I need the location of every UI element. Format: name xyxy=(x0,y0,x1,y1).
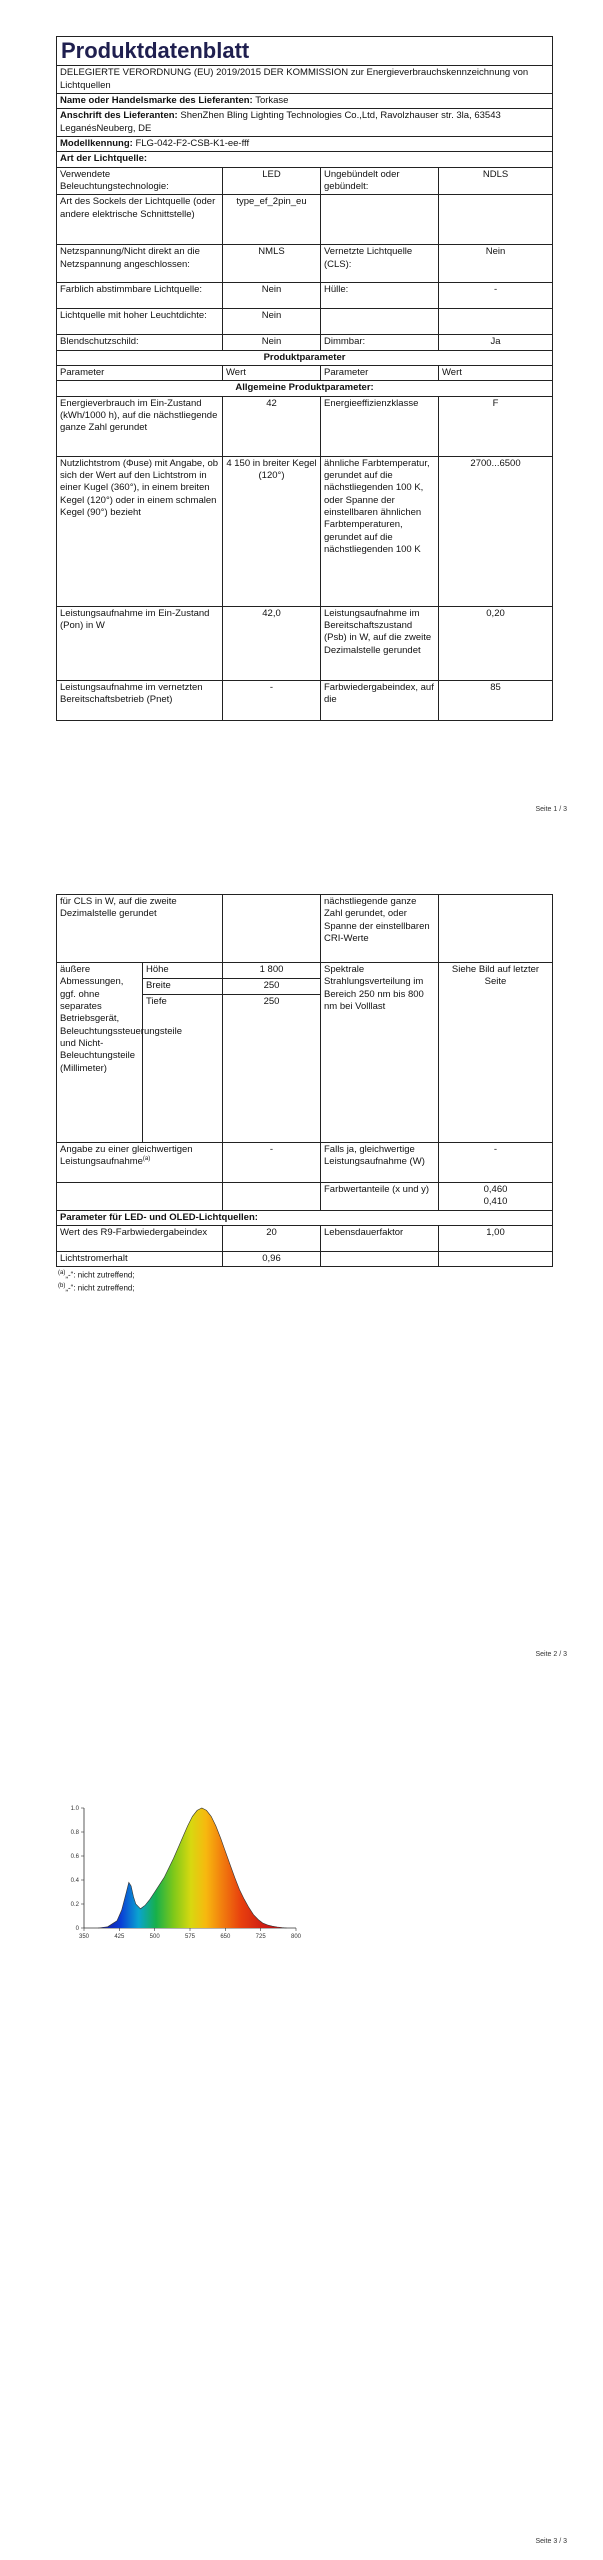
table-row xyxy=(57,1252,553,1267)
row-value: Nein xyxy=(223,309,321,335)
table-row xyxy=(57,680,553,720)
row-label: Vernetzte Lichtquelle (CLS): xyxy=(321,245,439,283)
model-id: FLG-042-F2-CSB-K1-ee-fff xyxy=(135,137,250,149)
x-tick-label: 425 xyxy=(114,1934,125,1940)
row-label: Leistungsaufnahme im vernetzten Bereitschaftsbetrieb (Pnet) xyxy=(57,680,223,720)
page-number: Seite 1 / 3 xyxy=(535,806,567,813)
row-value: - xyxy=(439,283,553,309)
supplier-address: ShenZhen Bling Lighting Technologies Co.,Ltd, Ravolzhauser str. 3la, 63543 LeganésNeuberg, DE xyxy=(60,110,501,134)
row-label: Farblich abstimmbare Lichtquelle: xyxy=(57,283,223,309)
table-row xyxy=(57,1143,553,1183)
dim-name: Breite xyxy=(143,979,223,995)
row-value: Siehe Bild auf letzter Seite xyxy=(439,963,553,1143)
row-label: Farbwertanteile (x und y) xyxy=(321,1183,439,1211)
model-row xyxy=(57,136,553,151)
chart-marks xyxy=(98,1808,287,1928)
equiv-label: Angabe zu einer gleichwertigen Leistungsaufnahme xyxy=(60,1144,193,1168)
col-param-header: Parameter xyxy=(321,365,439,380)
dim-name: Höhe xyxy=(143,963,223,979)
row-value: 2700...6500 xyxy=(439,456,553,606)
dim-value: 1 800 xyxy=(223,963,321,979)
model-label: Modellkennung: xyxy=(60,137,133,149)
supplier-name-row xyxy=(57,93,553,108)
table-row xyxy=(57,963,553,979)
x-tick-label: 575 xyxy=(184,1934,196,1940)
row-label: ähnliche Farbtemperatur, gerundet auf die nächstliegenden 100 K, oder Spanne der einstellbaren ähnlichen Farbtemperaturen, gerundet auf die nächstliegenden 100 K xyxy=(321,456,439,606)
supplier-address-row xyxy=(57,109,553,137)
regulation-text: DELEGIERTE VERORDNUNG (EU) 2019/2015 DER KOMMISSION zur Energieverbrauchskennzeichnung von Lichtquellen xyxy=(57,66,553,94)
x-tick-label: 350 xyxy=(78,1934,90,1940)
row-label: Nutzlichtstrom (Φuse) mit Angabe, ob sich der Wert auf den Lichtstrom in einer Kugel (360°), in einem breiten Kegel (120°) oder in einem schmalen Kegel (90°) bezieht xyxy=(57,456,223,606)
row-label: Falls ja, gleichwertige Leistungsaufnahme (W) xyxy=(321,1143,439,1183)
footnotes xyxy=(58,1269,603,1294)
table-row xyxy=(57,335,553,350)
spectrum-area xyxy=(98,1808,287,1928)
table-row xyxy=(57,195,553,245)
row-value: 85 xyxy=(439,680,553,720)
supplier-name-label: Name oder Handelsmarke des Lieferanten: xyxy=(60,94,253,106)
table-row xyxy=(57,606,553,680)
y-tick-label: 0.4 xyxy=(70,1878,79,1884)
y-tick-label: 0.2 xyxy=(70,1902,79,1908)
row-value xyxy=(439,195,553,245)
x-tick-label: 725 xyxy=(255,1934,266,1940)
row-value: 0,20 xyxy=(439,606,553,680)
row-value xyxy=(439,309,553,335)
light-source-type-heading: Art der Lichtquelle: xyxy=(57,152,553,167)
footnote-b: $^{(b)}$„-“: nicht zutreffend; xyxy=(58,1283,135,1293)
y-tick-label: 1.0 xyxy=(70,1806,79,1812)
row-label: Netzspannung/Nicht direkt an die Netzspannung angeschlossen: xyxy=(57,245,223,283)
row-label xyxy=(321,195,439,245)
row-value: Ja xyxy=(439,335,553,350)
row-label: Farbwiedergabeindex, auf die xyxy=(321,680,439,720)
supplier-name: Torkase xyxy=(255,94,289,106)
row-value: LED xyxy=(223,167,321,195)
row-label: Lichtstromerhalt xyxy=(57,1252,223,1267)
table-row xyxy=(57,396,553,456)
row-value: 4 150 in breiter Kegel (120°) xyxy=(223,456,321,606)
dimensions-label: äußere Abmessungen, ggf. ohne separates Betriebsgerät, Beleuchtungssteuerungsteile und Nicht-Beleuchtungsteile (Millimeter) xyxy=(57,963,143,1143)
row-value: Nein xyxy=(223,335,321,350)
spectral-distribution-chart xyxy=(56,1800,306,1950)
row-value: - xyxy=(223,1143,321,1183)
page-2 xyxy=(0,894,603,1295)
y-tick-label: 0 xyxy=(75,1926,79,1932)
row-label: für CLS in W, auf die zweite Dezimalstelle gerundet xyxy=(57,895,223,963)
row-label xyxy=(57,1143,223,1183)
col-value-header: Wert xyxy=(223,365,321,380)
row-value: 20 xyxy=(223,1226,321,1252)
row-label: Art des Sockels der Lichtquelle (oder andere elektrische Schnittstelle) xyxy=(57,195,223,245)
footnote-a: $^{(a)}$„-“: nicht zutreffend; xyxy=(58,1270,135,1281)
general-params-heading: Allgemeine Produktparameter: xyxy=(57,381,553,396)
row-label: Spektrale Strahlungsverteilung im Bereich 250 nm bis 800 nm bei Volllast xyxy=(321,963,439,1143)
row-label: Hülle: xyxy=(321,283,439,309)
page-1 xyxy=(0,36,603,721)
led-params-heading: Parameter für LED- und OLED-Lichtquellen: xyxy=(57,1210,553,1225)
col-param-header: Parameter xyxy=(57,365,223,380)
row-label: Lebensdauerfaktor xyxy=(321,1226,439,1252)
footnote-mark: (a) xyxy=(142,1156,151,1163)
table-row xyxy=(57,1226,553,1252)
row-value: 0,96 xyxy=(223,1252,321,1267)
row-value: 1,00 xyxy=(439,1226,553,1252)
row-value: NDLS xyxy=(439,167,553,195)
row-label: Blendschutzschild: xyxy=(57,335,223,350)
row-value: - xyxy=(439,1143,553,1183)
datasheet-table-page2 xyxy=(56,894,553,1267)
table-row xyxy=(57,456,553,606)
supplier-address-label: Anschrift des Lieferanten: xyxy=(60,110,178,122)
table-row xyxy=(57,245,553,283)
dim-name: Tiefe xyxy=(143,995,223,1143)
datasheet-table-page1 xyxy=(56,36,553,721)
row-value: type_ef_2pin_eu xyxy=(223,195,321,245)
row-value: F xyxy=(439,396,553,456)
page-number: Seite 2 / 3 xyxy=(535,1651,567,1658)
page-number: Seite 3 / 3 xyxy=(535,2538,567,2545)
table-row xyxy=(57,283,553,309)
product-params-heading: Produktparameter xyxy=(57,350,553,365)
row-label: Verwendete Beleuchtungstechnologie: xyxy=(57,167,223,195)
x-tick-label: 500 xyxy=(149,1934,160,1940)
table-row xyxy=(57,1183,553,1211)
table-row xyxy=(57,309,553,335)
footnote-text: „-“: nicht zutreffend; xyxy=(65,1271,135,1281)
y-tick-label: 0.6 xyxy=(70,1854,79,1860)
chroma-y: 0,410 xyxy=(483,1196,508,1208)
row-label: Energieverbrauch im Ein-Zustand (kWh/1000 h), auf die nächstliegende ganze Zahl gerundet xyxy=(57,396,223,456)
row-label: nächstliegende ganze Zahl gerundet, oder Spanne der einstellbaren CRI-Werte xyxy=(321,895,439,963)
x-tick-label: 800 xyxy=(290,1934,302,1940)
row-label: Lichtquelle mit hoher Leuchtdichte: xyxy=(57,309,223,335)
col-value-header: Wert xyxy=(439,365,553,380)
row-value: Nein xyxy=(223,283,321,309)
row-value xyxy=(439,1183,553,1211)
chroma-x: 0,460 xyxy=(483,1184,508,1195)
dim-value: 250 xyxy=(223,979,321,995)
dim-value: 250 xyxy=(223,995,321,1143)
datasheet-title: Produktdatenblatt xyxy=(57,37,553,66)
row-label: Energieeffizienzklasse xyxy=(321,396,439,456)
row-label: Leistungsaufnahme im Bereitschaftszustand (Psb) in W, auf die zweite Dezimalstelle gerundet xyxy=(321,606,439,680)
row-value: - xyxy=(223,680,321,720)
x-tick-label: 650 xyxy=(220,1934,231,1940)
row-value: Nein xyxy=(439,245,553,283)
table-row xyxy=(57,895,553,963)
table-row xyxy=(57,167,553,195)
row-value: NMLS xyxy=(223,245,321,283)
y-tick-label: 0.8 xyxy=(70,1830,79,1836)
footnote-text: „-“: nicht zutreffend; xyxy=(65,1283,135,1293)
row-value: 42 xyxy=(223,396,321,456)
column-header-row xyxy=(57,365,553,380)
row-label: Dimmbar: xyxy=(321,335,439,350)
row-label: Leistungsaufnahme im Ein-Zustand (Pon) in W xyxy=(57,606,223,680)
row-label: Wert des R9-Farbwiedergabeindex xyxy=(57,1226,223,1252)
row-label: Ungebündelt oder gebündelt: xyxy=(321,167,439,195)
row-value: 42,0 xyxy=(223,606,321,680)
row-label xyxy=(321,309,439,335)
